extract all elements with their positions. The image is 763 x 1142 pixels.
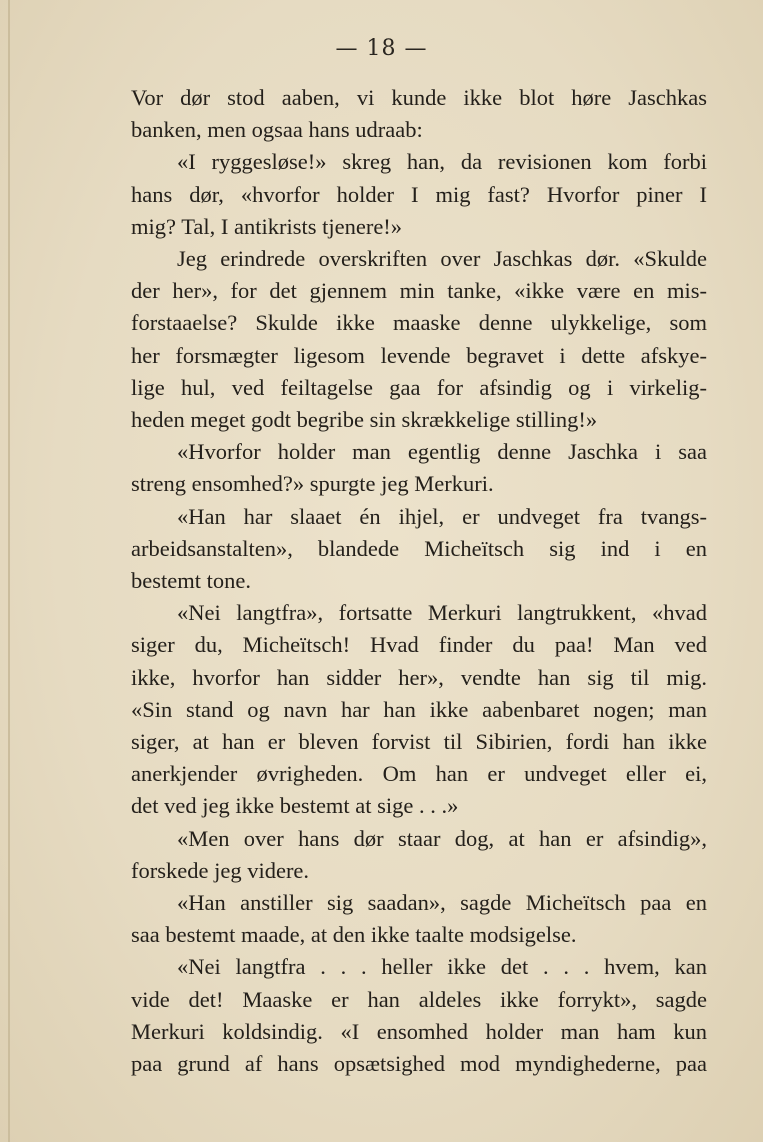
text-line: «Han har slaaet én ihjel, er undveget fra tvangs- <box>177 503 707 529</box>
text-line: Merkuri koldsindig. «I ensomhed holder man ham kun <box>131 1018 707 1044</box>
text-line: der her», for det gjennem min tanke, «ikke være en mis- <box>131 278 707 304</box>
text-line: heden meget godt begribe sin skrækkelige stilling!» <box>131 407 598 433</box>
text-line: paa grund af hans opsætsighed mod myndighederne, paa <box>131 1051 707 1077</box>
text-line: hans dør, «hvorfor holder I mig fast? Hvorfor piner I <box>131 181 707 207</box>
text-line: «Men over hans dør staar dog, at han er afsindig», <box>177 825 707 851</box>
text-line: her forsmægter ligesom levende begravet i dette afskye- <box>131 342 707 368</box>
text-line: «Nei langtfra . . . heller ikke det . . . hvem, kan <box>177 954 707 980</box>
text-line: anerkjender øvrigheden. Om han er undveget eller ei, <box>131 761 707 787</box>
text-line: «I ryggesløse!» skreg han, da revisionen kom forbi <box>177 149 707 175</box>
text-line: bestemt tone. <box>131 568 251 594</box>
text-line: saa bestemt maade, at den ikke taalte modsigelse. <box>131 922 577 948</box>
text-line: arbeidsanstalten», blandede Micheïtsch sig ind i en <box>131 535 707 561</box>
text-line: siger du, Micheïtsch! Hvad finder du paa! Man ved <box>131 632 707 658</box>
text-line: Vor dør stod aaben, vi kunde ikke blot høre Jaschkas <box>131 85 707 110</box>
text-line: siger, at han er bleven forvist til Sibirien, fordi han ikke <box>131 729 707 755</box>
text-line: vide det! Maaske er han aldeles ikke forrykt», sagde <box>131 986 707 1012</box>
text-line: forstaaelse? Skulde ikke maaske denne ulykkelige, som <box>131 310 707 336</box>
text-line: mig? Tal, I antikrists tjenere!» <box>131 213 403 239</box>
text-line: ikke, hvorfor han sidder her», vendte han sig til mig. <box>131 664 707 690</box>
text-line: «Nei langtfra», fortsatte Merkuri langtrukkent, «hvad <box>177 600 707 626</box>
text-line: forskede jeg videre. <box>131 857 310 883</box>
text-line: «Han anstiller sig saadan», sagde Micheïtsch paa en <box>177 890 707 916</box>
text-line: «Sin stand og navn har han ikke aabenbaret nogen; man <box>131 696 707 722</box>
text-line: Jeg erindrede overskriften over Jaschkas dør. «Skulde <box>177 246 707 272</box>
text-line: streng ensomhed?» spurgte jeg Merkuri. <box>131 471 494 497</box>
body-text <box>131 82 707 1080</box>
page-number: — 18 — <box>335 36 428 61</box>
text-line: «Hvorfor holder man egentlig denne Jaschka i saa <box>177 439 707 465</box>
page-edge-shadow <box>8 0 10 1142</box>
text-line: det ved jeg ikke bestemt at sige . . .» <box>131 793 459 819</box>
text-line: banken, men ogsaa hans udraab: <box>131 117 423 143</box>
text-line: lige hul, ved feiltagelse gaa for afsindig og i virkelig- <box>131 374 707 400</box>
